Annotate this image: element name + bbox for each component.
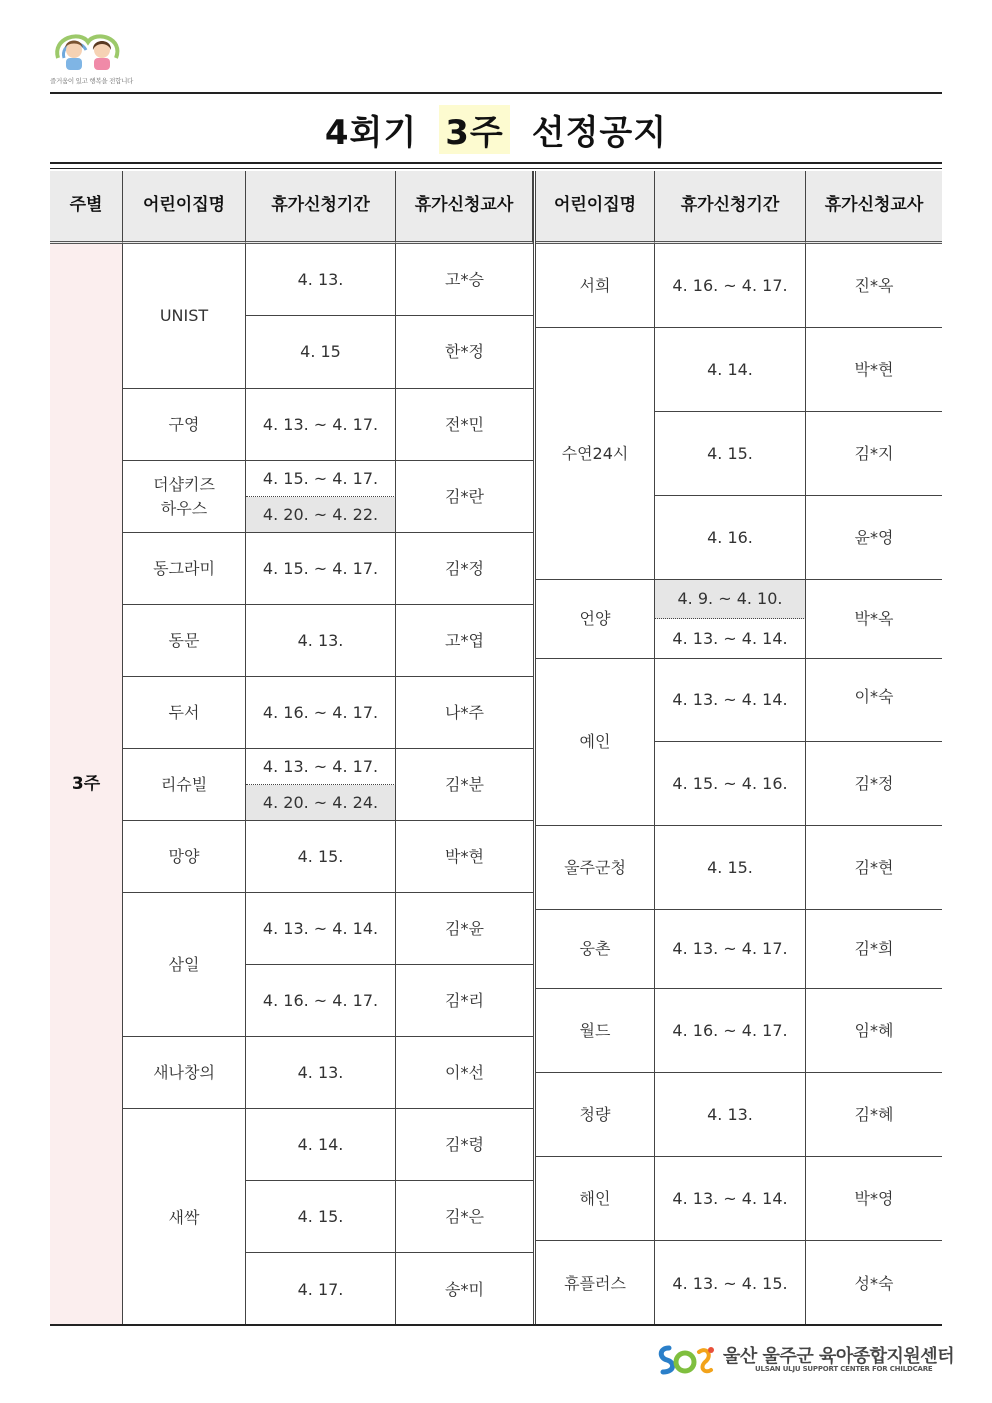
col-header-teacher: 휴가신청교사 [396,171,533,244]
center-name: UNIST [123,244,246,389]
col-header-center: 어린이집명 [123,171,246,244]
leave-period: 4. 13. ~ 4. 14. [655,619,806,659]
teacher-name: 김*분 [396,749,533,821]
center-name: 구영 [123,389,246,461]
leave-period: 4. 13. [246,244,396,316]
leave-period: 4. 13. ~ 4. 17. [246,389,396,461]
col-header-center-2: 어린이집명 [536,171,655,244]
center-name: 두서 [123,677,246,749]
leave-period: 4. 15. ~ 4. 16. [655,742,806,826]
teacher-name: 성*숙 [854,1273,894,1293]
teacher-name: 김*정 [396,533,533,605]
logo-tagline: 즐거움이 있고 행복을 전합니다 [50,77,134,85]
teacher-name: 한*정 [396,316,533,389]
leave-period: 4. 15. [246,1181,396,1253]
leave-period: 4. 13. ~ 4. 17. [655,910,806,989]
leave-period: 4. 17. [246,1253,396,1326]
leave-period: 4. 15. ~ 4. 17. [246,461,396,497]
teacher-name: 김*란 [396,461,533,533]
title-rule [50,162,942,164]
center-name: 웅촌 [536,910,655,989]
center-name: 새싹 [123,1109,246,1326]
center-name: 예인 [536,659,655,826]
teacher-name: 진*옥 [806,244,942,328]
leave-period: 4. 15. [246,821,396,893]
leave-period: 4. 15. ~ 4. 17. [246,533,396,605]
footer-org-name-en: ULSAN ULJU SUPPORT CENTER FOR CHILDCARE [755,1365,933,1373]
leave-period: 4. 16. ~ 4. 17. [655,989,806,1073]
teacher-name: 김*정 [806,742,942,826]
leave-period: 4. 9. ~ 4. 10. [655,580,806,619]
center-name: 해인 [536,1157,655,1241]
title-notice: 선정공지 [531,112,668,153]
leave-period: 4. 14. [246,1109,396,1181]
leave-period: 4. 20. ~ 4. 22. [246,497,396,533]
teacher-name: 김*혜 [806,1073,942,1157]
center-name: 월드 [536,989,655,1073]
teacher-name: 임*혜 [806,989,942,1073]
center-name: 망양 [123,821,246,893]
support-center-logo-icon [655,1342,717,1378]
leave-period: 4. 15. [655,412,806,496]
center-name: 휴플러스 [536,1241,655,1326]
teacher-name: 나*주 [396,677,533,749]
teacher-name: 김*지 [806,412,942,496]
leave-period: 4. 20. ~ 4. 24. [246,785,396,821]
children-logo-icon [50,28,130,78]
center-name: 동문 [123,605,246,677]
teacher-name: 박*현 [396,821,533,893]
center-name: 청량 [536,1073,655,1157]
teacher-name: 박*영 [806,1157,942,1241]
teacher-name: 송*미 [445,1279,484,1299]
center-name: 동그라미 [123,533,246,605]
center-name: 언양 [536,580,655,659]
teacher-name: 박*옥 [806,580,942,659]
leave-period: 4. 16. [655,496,806,580]
leave-period: 4. 16. ~ 4. 17. [246,677,396,749]
bottom-rule [50,1324,942,1326]
leave-period: 4. 13. [246,1037,396,1109]
leave-period: 4. 16. ~ 4. 17. [655,244,806,328]
col-header-period: 휴가신청기간 [246,171,396,244]
leave-period: 4. 13. ~ 4. 14. [655,1157,806,1241]
leave-period: 4. 13. ~ 4. 17. [246,749,396,785]
center-name: 울주군청 [536,826,655,910]
center-name: 서희 [536,244,655,328]
page-title [50,104,942,154]
col-header-teacher-2: 휴가신청교사 [806,171,942,244]
center-name: 더샵키즈 하우스 [123,461,246,533]
col-header-week: 주별 [50,171,123,244]
leave-period: 4. 14. [655,328,806,412]
top-rule [50,92,942,94]
teacher-name: 박*현 [806,328,942,412]
col-header-period-2: 휴가신청기간 [655,171,806,244]
teacher-name: 전*민 [396,389,533,461]
footer-logo [655,1342,955,1378]
center-name: 삼일 [123,893,246,1037]
title-week: 3주 [439,105,510,154]
leave-period: 4. 15 [246,316,396,389]
title-rule-thin [50,168,942,169]
leave-period: 4. 13. ~ 4. 14. [246,893,396,965]
footer-org-name: 울산 울주군 육아종합지원센터 [723,1346,955,1367]
leave-period: 4. 13. ~ 4. 15. [655,1241,806,1326]
teacher-name: 김*은 [396,1181,533,1253]
teacher-name: 김*령 [396,1109,533,1181]
title-round: 4회기 [324,112,418,153]
teacher-name: 고*엽 [396,605,533,677]
leave-period: 4. 13. [655,1073,806,1157]
leave-period: 4. 15. [655,826,806,910]
teacher-name: 김*윤 [396,893,533,965]
teacher-name: 고*승 [396,244,533,316]
leave-period: 4. 16. ~ 4. 17. [246,965,396,1037]
week-cell: 3주 [50,244,123,1326]
teacher-name: 김*희 [806,910,942,989]
teacher-name: 김*리 [396,965,533,1037]
center-name: 새나창의 [123,1037,246,1109]
leave-period: 4. 13. [246,605,396,677]
teacher-name: 윤*영 [806,496,942,580]
center-name: 수연24시 [536,328,655,580]
selection-table [50,171,942,1326]
teacher-name: 김*현 [806,826,942,910]
teacher-name: 이*선 [396,1037,533,1109]
teacher-name: 이*숙 [806,659,942,742]
leave-period: 4. 13. ~ 4. 14. [655,659,806,742]
header-logo [50,28,134,88]
center-name: 리슈빌 [123,749,246,821]
